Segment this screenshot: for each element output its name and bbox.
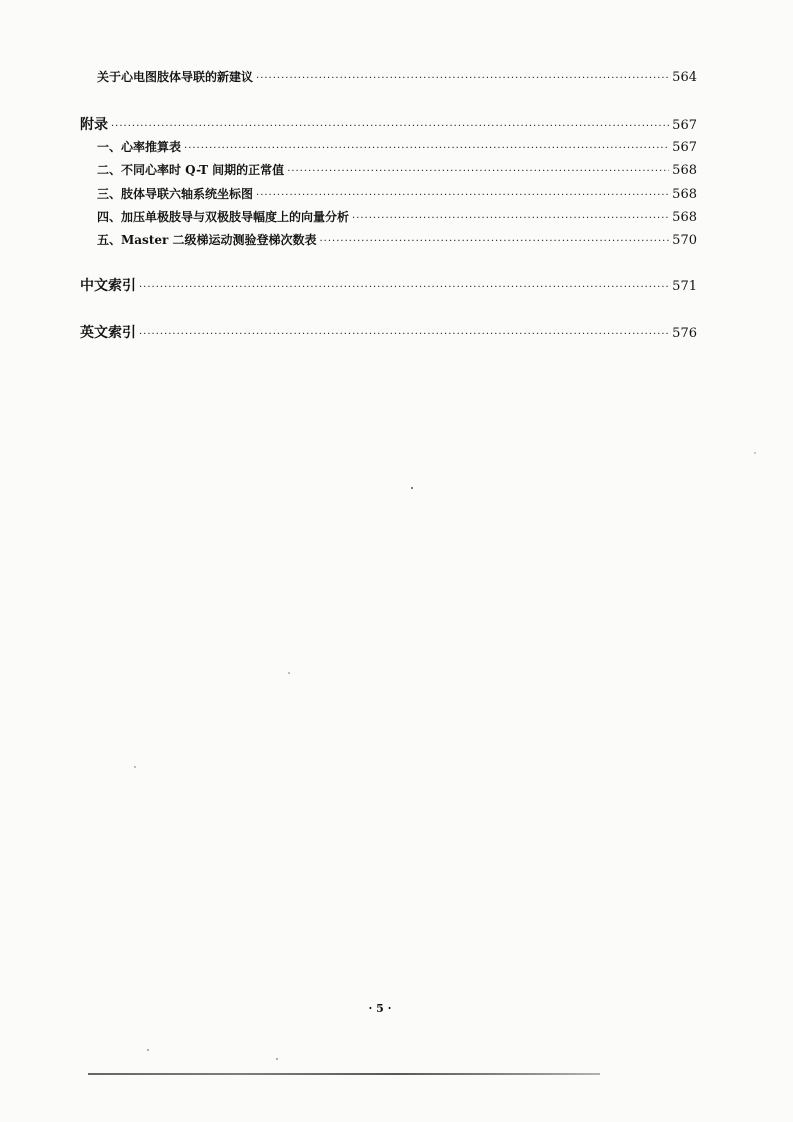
dot-leader [111, 117, 669, 137]
dot-leader [352, 209, 669, 229]
scan-speck [276, 1058, 278, 1060]
toc-entry-page: 568 [672, 210, 697, 225]
toc-entry[interactable] [97, 207, 697, 227]
dot-leader [184, 139, 669, 159]
toc-entry-page: 568 [672, 187, 697, 202]
toc-entry-label: 中文索引 [80, 278, 136, 294]
toc-entry-page: 576 [672, 326, 697, 341]
toc-entry[interactable] [97, 67, 697, 87]
toc-entry-label: 英文索引 [80, 325, 136, 341]
toc-entry[interactable] [97, 230, 697, 250]
dot-leader [139, 278, 669, 298]
toc-entry[interactable] [97, 184, 697, 204]
toc-entry-page: 570 [672, 233, 697, 248]
toc-entry-page: 564 [672, 70, 697, 85]
toc-entry-label: 五、Master 二级梯运动测验登梯次数表 [97, 233, 317, 247]
scan-speck [134, 766, 136, 768]
page-number: · 5 · [368, 1002, 392, 1015]
dot-leader [320, 232, 670, 252]
toc-entry-label: 四、加压单极肢导与双极肢导幅度上的向量分析 [97, 210, 350, 224]
toc-entry-label: 一、心率推算表 [97, 140, 182, 154]
toc-entry[interactable] [80, 276, 697, 296]
toc-entry-label: 附录 [80, 117, 108, 133]
toc-entry-page: 567 [672, 140, 697, 155]
toc-entry-label: 三、肢体导联六轴系统坐标图 [97, 187, 254, 201]
dot-leader [287, 162, 669, 182]
dot-leader [256, 69, 669, 89]
toc-entry-label: 二、不同心率时 Q-T 间期的正常值 [97, 163, 285, 177]
toc-entry[interactable] [97, 137, 697, 157]
scan-speck [288, 672, 290, 674]
toc-entry-page: 571 [672, 279, 697, 294]
scan-speck [411, 487, 413, 489]
dot-leader [139, 325, 669, 345]
toc-entry[interactable] [97, 160, 697, 180]
toc-entry-label: 关于心电图肢体导联的新建议 [97, 70, 254, 84]
dot-leader [256, 186, 669, 206]
toc-entry[interactable] [80, 115, 697, 135]
toc-entry-page: 567 [672, 118, 697, 133]
toc-entry[interactable] [80, 323, 697, 343]
scan-speck [147, 1049, 149, 1051]
footer-rule [88, 1073, 600, 1075]
scan-speck [754, 452, 756, 454]
toc-entry-page: 568 [672, 163, 697, 178]
